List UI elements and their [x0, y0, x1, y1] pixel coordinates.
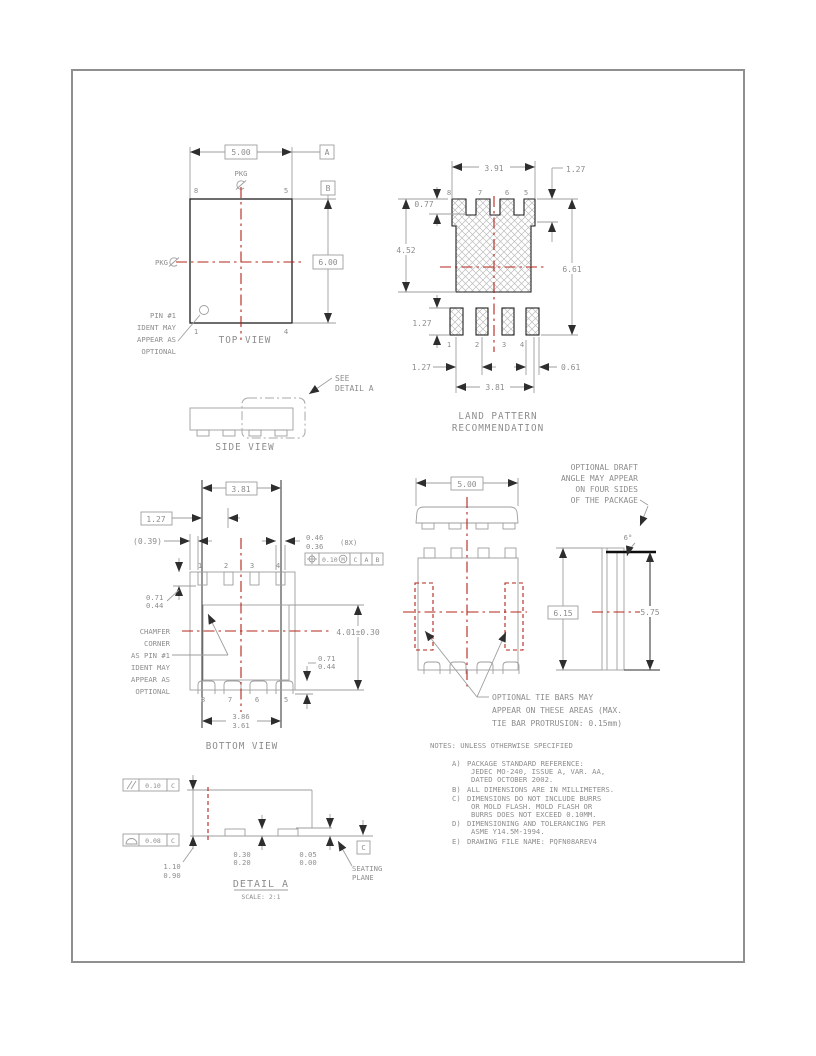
fcf-modifier: M [341, 557, 345, 564]
see-detail-label: SEE [335, 374, 350, 383]
dim-label: 5.00 [457, 480, 477, 489]
note-item-line: JEDEC MO-240, ISSUE A, VAR. AA, [471, 767, 606, 776]
note-item-label: C) [452, 794, 461, 803]
note-line: CORNER [144, 639, 170, 648]
notes-block [430, 741, 614, 846]
note-line: CHAMFER [139, 627, 170, 636]
notes-title: NOTES: UNLESS OTHERWISE SPECIFIED [430, 741, 573, 750]
tie-bar-view [403, 548, 622, 728]
detail-leader [309, 378, 332, 394]
lead-cross-section [225, 829, 245, 836]
fcf-datum: A [364, 556, 369, 564]
tie-bar-view-pad [478, 548, 489, 558]
note-item-label: D) [452, 819, 461, 828]
note-line: APPEAR AS [131, 675, 170, 684]
fcf-datum: C [171, 837, 175, 845]
tie-bar-note-line: OPTIONAL TIE BARS MAY [492, 693, 594, 702]
tie-bar-note-line: TIE BAR PROTRUSION: 0.15mm) [492, 719, 623, 728]
dim-label: 3.81 [485, 383, 505, 392]
pin-label: 1 [197, 561, 203, 570]
note-item-label: E) [452, 837, 461, 846]
bottom-view-pad [276, 681, 293, 694]
tie-bar-view-pad [477, 662, 493, 674]
pin-label: 8 [200, 695, 206, 704]
dim-label: 0.77 [414, 200, 434, 209]
dim-label: 4.52 [396, 246, 416, 255]
pin1-ident-circle [200, 306, 209, 315]
dim-label: 0.20 [233, 858, 251, 867]
pin-label: 8 [446, 188, 452, 197]
note-item-line: DATED OCTOBER 2002. [471, 775, 554, 784]
dim-label: 0.00 [299, 858, 317, 867]
pkg-label-left: PKG [155, 258, 168, 267]
bottom-view-pad [250, 572, 259, 585]
dim-label: 0.90 [163, 871, 181, 880]
dim-label: 0.05 [299, 850, 317, 859]
see-detail-label: DETAIL A [335, 384, 374, 393]
dim-label: 0.36 [306, 542, 324, 551]
profile-fcf [123, 834, 179, 846]
fcf-tolerance: 0.10 [322, 556, 338, 564]
note-item-line: DIMENSIONS DO NOT INCLUDE BURRS [467, 794, 602, 803]
note-item-label: B) [452, 785, 461, 794]
pin-label: 1 [193, 327, 199, 336]
tie-bar-leader [425, 631, 477, 697]
pin-label: 6 [504, 188, 510, 197]
top-view-dimensions [190, 145, 343, 323]
note-line: OPTIONAL [141, 347, 176, 356]
bottom-view-dimensions-top [133, 482, 383, 610]
dim-label: 1.10 [163, 862, 181, 871]
top-view [137, 145, 343, 356]
dim-label: 0.46 [306, 533, 324, 542]
exposed-pad-outline [203, 605, 289, 680]
pin-label: 6 [254, 695, 260, 704]
dim-label: 3.86 [232, 712, 250, 721]
front-view-pad [503, 523, 515, 529]
fcf-datum: C [171, 782, 175, 790]
detail-a [123, 775, 382, 901]
pin-label: 8 [193, 186, 199, 195]
pin-label: 4 [519, 340, 525, 349]
land-pattern-view [393, 161, 586, 434]
pin-label: 7 [227, 695, 233, 704]
pin-label: 4 [283, 327, 289, 336]
pin-label: 1 [446, 340, 452, 349]
note-item-line: OR MOLD FLASH. MOLD FLASH OR [471, 802, 593, 811]
front-view-pad [422, 523, 434, 529]
sheet-border [72, 70, 744, 962]
note-line: OPTIONAL [135, 687, 170, 696]
land-pad [476, 308, 488, 335]
top-view-caption: TOP VIEW [218, 335, 272, 346]
bottom-view-dimensions-right [202, 605, 385, 730]
dim-label: 6.15 [553, 609, 573, 618]
pin-label: 3 [501, 340, 507, 349]
front-view-pad [476, 523, 488, 529]
note-line: AS PIN #1 [131, 651, 170, 660]
profile-body [602, 548, 624, 670]
tie-bar-view-pad [451, 548, 462, 558]
side-view-caption: SIDE VIEW [215, 442, 275, 453]
dim-top-width: 5.00 [231, 148, 251, 157]
tie-bar-view-pad [503, 662, 519, 674]
draft-angle-note [561, 463, 648, 526]
pin-label: 2 [223, 561, 229, 570]
pin-label: 7 [477, 188, 483, 197]
pkg-label-top: PKG [234, 169, 248, 178]
note-item-line: DIMENSIONING AND TOLERANCING PER [467, 819, 606, 828]
dim-top-height: 6.00 [318, 258, 338, 267]
dim-label: 6.61 [562, 265, 582, 274]
dim-label: 1.27 [411, 363, 431, 372]
parallelism-fcf [123, 779, 179, 791]
note-line: PIN #1 [150, 311, 176, 320]
dim-label: 1.27 [412, 319, 432, 328]
tie-bar-view-pad [424, 548, 435, 558]
front-view-pad [449, 523, 461, 529]
side-view-pad [249, 430, 261, 436]
note-line: OPTIONAL DRAFT [570, 463, 638, 472]
fcf-datum: B [375, 556, 380, 564]
dim-label: 0.61 [561, 363, 581, 372]
pin-label: 5 [283, 695, 289, 704]
land-pad [502, 308, 514, 335]
draft-angle-label: 6° [623, 533, 633, 542]
seating-plane-label: PLANE [352, 873, 374, 882]
datum-b-label: B [325, 184, 331, 193]
bottom-view-pad [224, 572, 233, 585]
detail-a-caption: DETAIL A [232, 879, 290, 890]
chamfer-note [131, 614, 228, 696]
detail-a-boundary [242, 398, 305, 438]
dim-label: 4.01±0.30 [336, 628, 380, 637]
tie-bar-leader [477, 632, 506, 697]
pin-label: 5 [283, 186, 289, 195]
side-view-pad [223, 430, 235, 436]
side-view-pad [197, 430, 209, 436]
detail-a-scale: SCALE: 2:1 [241, 893, 281, 901]
note-item-label: A) [452, 759, 461, 768]
fcf-tolerance: 0.10 [145, 782, 161, 790]
note-line: IDENT MAY [131, 663, 170, 672]
pin-label: 4 [275, 561, 281, 570]
bottom-view-caption: BOTTOM VIEW [205, 741, 279, 752]
angle-leader [627, 543, 635, 556]
tie-bar-view-pad [424, 662, 440, 674]
bottom-view-pad [198, 681, 215, 694]
seating-plane-label: SEATING [352, 864, 383, 873]
note-item-line: PACKAGE STANDARD REFERENCE: [467, 759, 584, 768]
dim-label: (0.39) [133, 537, 162, 546]
pin1-note [137, 311, 177, 356]
note-item-line: DRAWING FILE NAME: PQFN08AREV4 [467, 837, 597, 846]
dim-label: 3.91 [484, 164, 504, 173]
dim-label: 0.44 [318, 662, 336, 671]
dim-label: (8X) [340, 538, 358, 547]
lead-cross-section [278, 829, 298, 836]
fcf-tolerance: 0.08 [145, 837, 161, 845]
note-line: ON FOUR SIDES [575, 485, 638, 494]
side-view [190, 374, 374, 453]
dim-label: 1.27 [566, 165, 586, 174]
dim-label: 3.61 [232, 721, 250, 730]
bottom-view-pad [250, 681, 267, 694]
dim-label: 1.27 [146, 515, 166, 524]
land-pattern-caption: RECOMMENDATION [451, 423, 545, 434]
dim-label: 5.75 [640, 608, 660, 617]
note-line: ANGLE MAY APPEAR [560, 474, 638, 483]
datum-a-label: A [324, 148, 330, 157]
dim-label: 3.81 [231, 485, 251, 494]
position-tolerance-fcf [305, 553, 383, 565]
tie-bar-view-pad [505, 548, 516, 558]
note-line: APPEAR AS [137, 335, 176, 344]
bottom-view-pad [224, 681, 241, 694]
land-pad [526, 308, 539, 335]
land-pattern-caption: LAND PATTERN [458, 411, 538, 422]
datum-c-label: C [361, 843, 366, 852]
note-line: OF THE PACKAGE [570, 496, 638, 505]
dim-label: 0.30 [233, 850, 251, 859]
tie-bar-note-line: APPEAR ON THESE AREAS (MAX. [492, 706, 623, 715]
side-view-pad [275, 430, 287, 436]
pin-label: 3 [249, 561, 255, 570]
dim-label: 0.71 [146, 593, 164, 602]
note-item-line: BURRS DOES NOT EXCEED 0.10MM. [471, 810, 597, 819]
dim-label: 0.71 [318, 654, 336, 663]
note-item-line: ALL DIMENSIONS ARE IN MILLIMETERS. [467, 785, 615, 794]
dim-label: 0.44 [146, 601, 164, 610]
note-line: IDENT MAY [137, 323, 176, 332]
tie-bar-area [505, 583, 523, 650]
profile-view [548, 533, 664, 670]
bottom-view [131, 480, 385, 752]
fcf-datum: C [353, 556, 358, 564]
note-item-line: ASME Y14.5M-1994. [471, 827, 545, 836]
pin-label: 5 [523, 188, 529, 197]
land-pad [450, 308, 463, 335]
pin-label: 2 [474, 340, 480, 349]
